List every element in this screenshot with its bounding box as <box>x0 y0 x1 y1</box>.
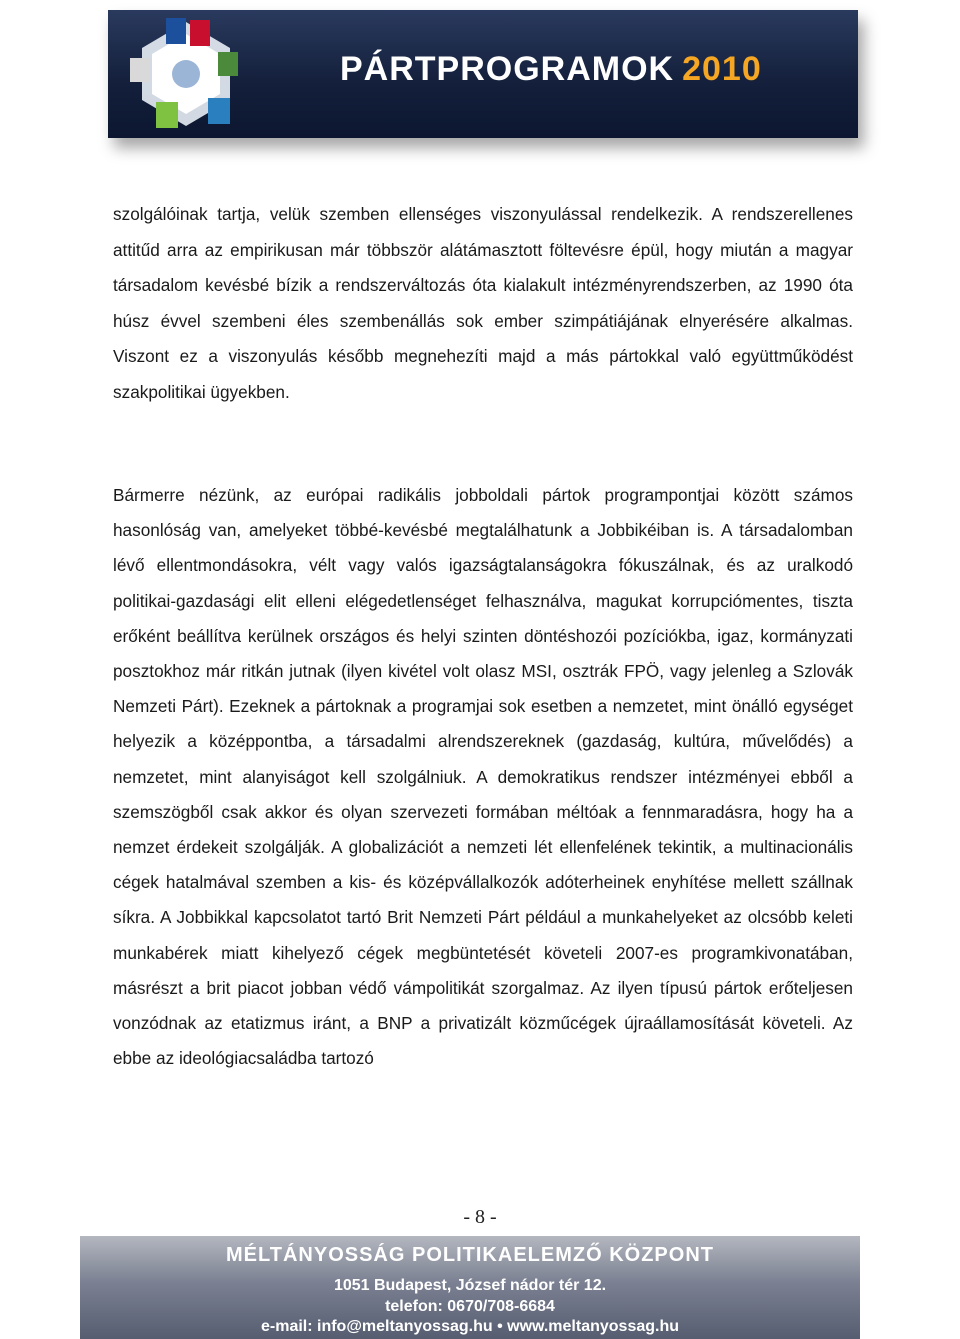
page-number: - 8 - <box>463 1206 497 1228</box>
body-paragraph-2: Bármerre nézünk, az európai radikális jobboldali pártok programpontjai között számos hasonlóság van, amelyeket többé-kevésbé megtalálhatunk a Jobbikéiban is. A társadalomban lévő ellentmondásokra, vélt vagy valós igazságtalanságokra fókuszálnak, és az uralkodó politikai-gazdasági elit elleni elégedetlenséget felhasználva, magukat korrupciómentes, tiszta erőként beállítva kerülnek országos és helyi szinten döntéshozói pozíciókba, igaz, kormányzati posztokhoz már ritkán jutnak (ilyen kivétel volt olasz MSI, osztrák FPÖ, vagy jelenleg a Szlovák Nemzeti Párt). Ezeknek a pártoknak a programjai sok esetben a nemzetet, mint önálló egységet helyezik a középpontba, a társadalmi alrendszereknek (gazdaság, kultúra, művelődés) a nemzetet, mint alanyiságot kell szolgálniuk. A demokratikus rendszer intézményei ebből a szemszögből csak akkor és olyan szervezeti formában méltóak a fennmaradásra, hogy ha a nemzet érdekeit szolgálják. A globalizációt a nemzeti lét ellenfelének tekintik, a multinacionális cégek hatalmával szemben a kis- és középvállalkozók adóterheinek enyhítése mellett szállnak síkra. A Jobbikkal kapcsolatot tartó Brit Nemzeti Párt például a munkahelyeket az olcsóbb keleti munkabérek miatt kihelyező cégek megbüntetését követeli 2007-es programkivonatában, másrészt a brit piacot jobban védő vámpolitikát szorgalmaz. Az ilyen típusú pártok erőteljesen vonzódnak az etatizmus iránt, a BNP a privatizált közműcégek újraállamosítását követeli. Az ebbe az ideológiacsaládba tartozó <box>113 485 853 1069</box>
banner-title-year: 2010 <box>682 50 762 88</box>
footer-address: 1051 Budapest, József nádor tér 12. <box>333 1277 607 1294</box>
body-paragraph-1: szolgálóinak tartja, velük szemben ellenséges viszonyulással rendelkezik. A rendszerellenes attitűd arra az empirikusan már többször alátámasztott föltevésre épül, hogy miután a magyar társadalom kevésbé bízik a rendszerváltozás óta kialakult intézményrendszerben, az 1990 óta húsz évvel szembeni éles szembenállás sok ember szimpátiájának elnyerésére alkalmas. Viszont ez a viszonyulás később megnehezíti majd a más pártokkal való együttműködést szakpolitikai ügyekben. <box>113 204 853 402</box>
banner-title <box>340 50 762 89</box>
footer-banner <box>80 1236 860 1339</box>
header-banner <box>108 10 858 138</box>
hexagon-document-collage-icon <box>126 14 246 134</box>
banner-title-main: PÁRTPROGRAMOK <box>340 50 675 88</box>
footer-phone: telefon: 0670/708-6684 <box>385 1298 555 1315</box>
footer-org-name: MÉLTÁNYOSSÁG POLITIKAELEMZŐ KÖZPONT <box>226 1244 714 1266</box>
footer-contact: e-mail: info@meltanyossag.hu • www.meltanyossag.hu <box>260 1318 680 1335</box>
